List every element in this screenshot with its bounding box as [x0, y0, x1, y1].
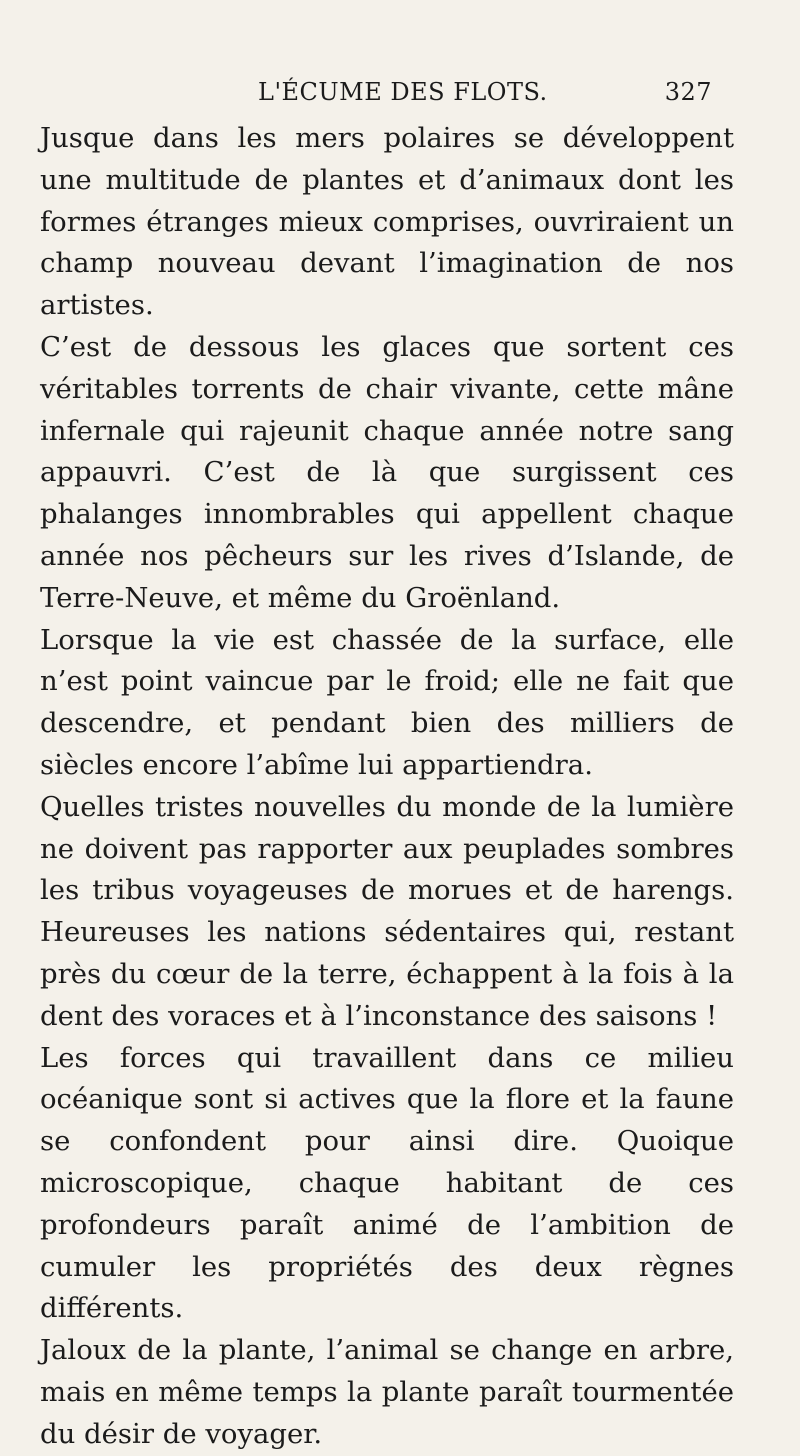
running-header [0, 78, 800, 118]
paragraph-4: Quelles tristes nouvelles du monde de la lumière ne doivent pas rapporter aux peuplades sombres les tribus voyageuses de morues et de harengs. Heureuses les nations sédentaires qui, restant près du cœur de la terre, échappent à la fois à la dent des voraces et à l’inconstance des saisons ! [40, 790, 734, 1032]
page-number: 327 [664, 78, 712, 106]
paragraph-2: C’est de dessous les glaces que sortent ces véritables torrents de chair vivante, cette mâne infernale qui rajeunit chaque année notre sang appauvri. C’est de là que surgissent ces phalanges innombrables qui appellent chaque année nos pêcheurs sur les rives d’Islande, de Terre-Neuve, et même du Groënland. [40, 330, 734, 614]
running-title: L'ÉCUME DES FLOTS. [258, 78, 548, 106]
body-text [40, 118, 734, 1456]
paragraph-3: Lorsque la vie est chassée de la surface, elle n’est point vaincue par le froid; elle ne fait que descendre, et pendant bien des milliers de siècles encore l’abîme lui appartiendra. [40, 623, 734, 781]
paragraph-1: Jusque dans les mers polaires se développent une multitude de plantes et d’animaux dont les formes étranges mieux comprises, ouvriraient un champ nouveau devant l’imagination de nos artistes. [40, 122, 734, 322]
paragraph-6: Jaloux de la plante, l’animal se change en arbre, mais en même temps la plante paraît tourmentée du désir de voyager. [40, 1334, 734, 1450]
paragraph-5: Les forces qui travaillent dans ce milieu océanique sont si actives que la flore et la faune se confondent pour ainsi dire. Quoique microscopique, chaque habitant de ces profondeurs paraît animé de l’ambition de cumuler les propriétés des deux règnes différents. [40, 1041, 734, 1325]
